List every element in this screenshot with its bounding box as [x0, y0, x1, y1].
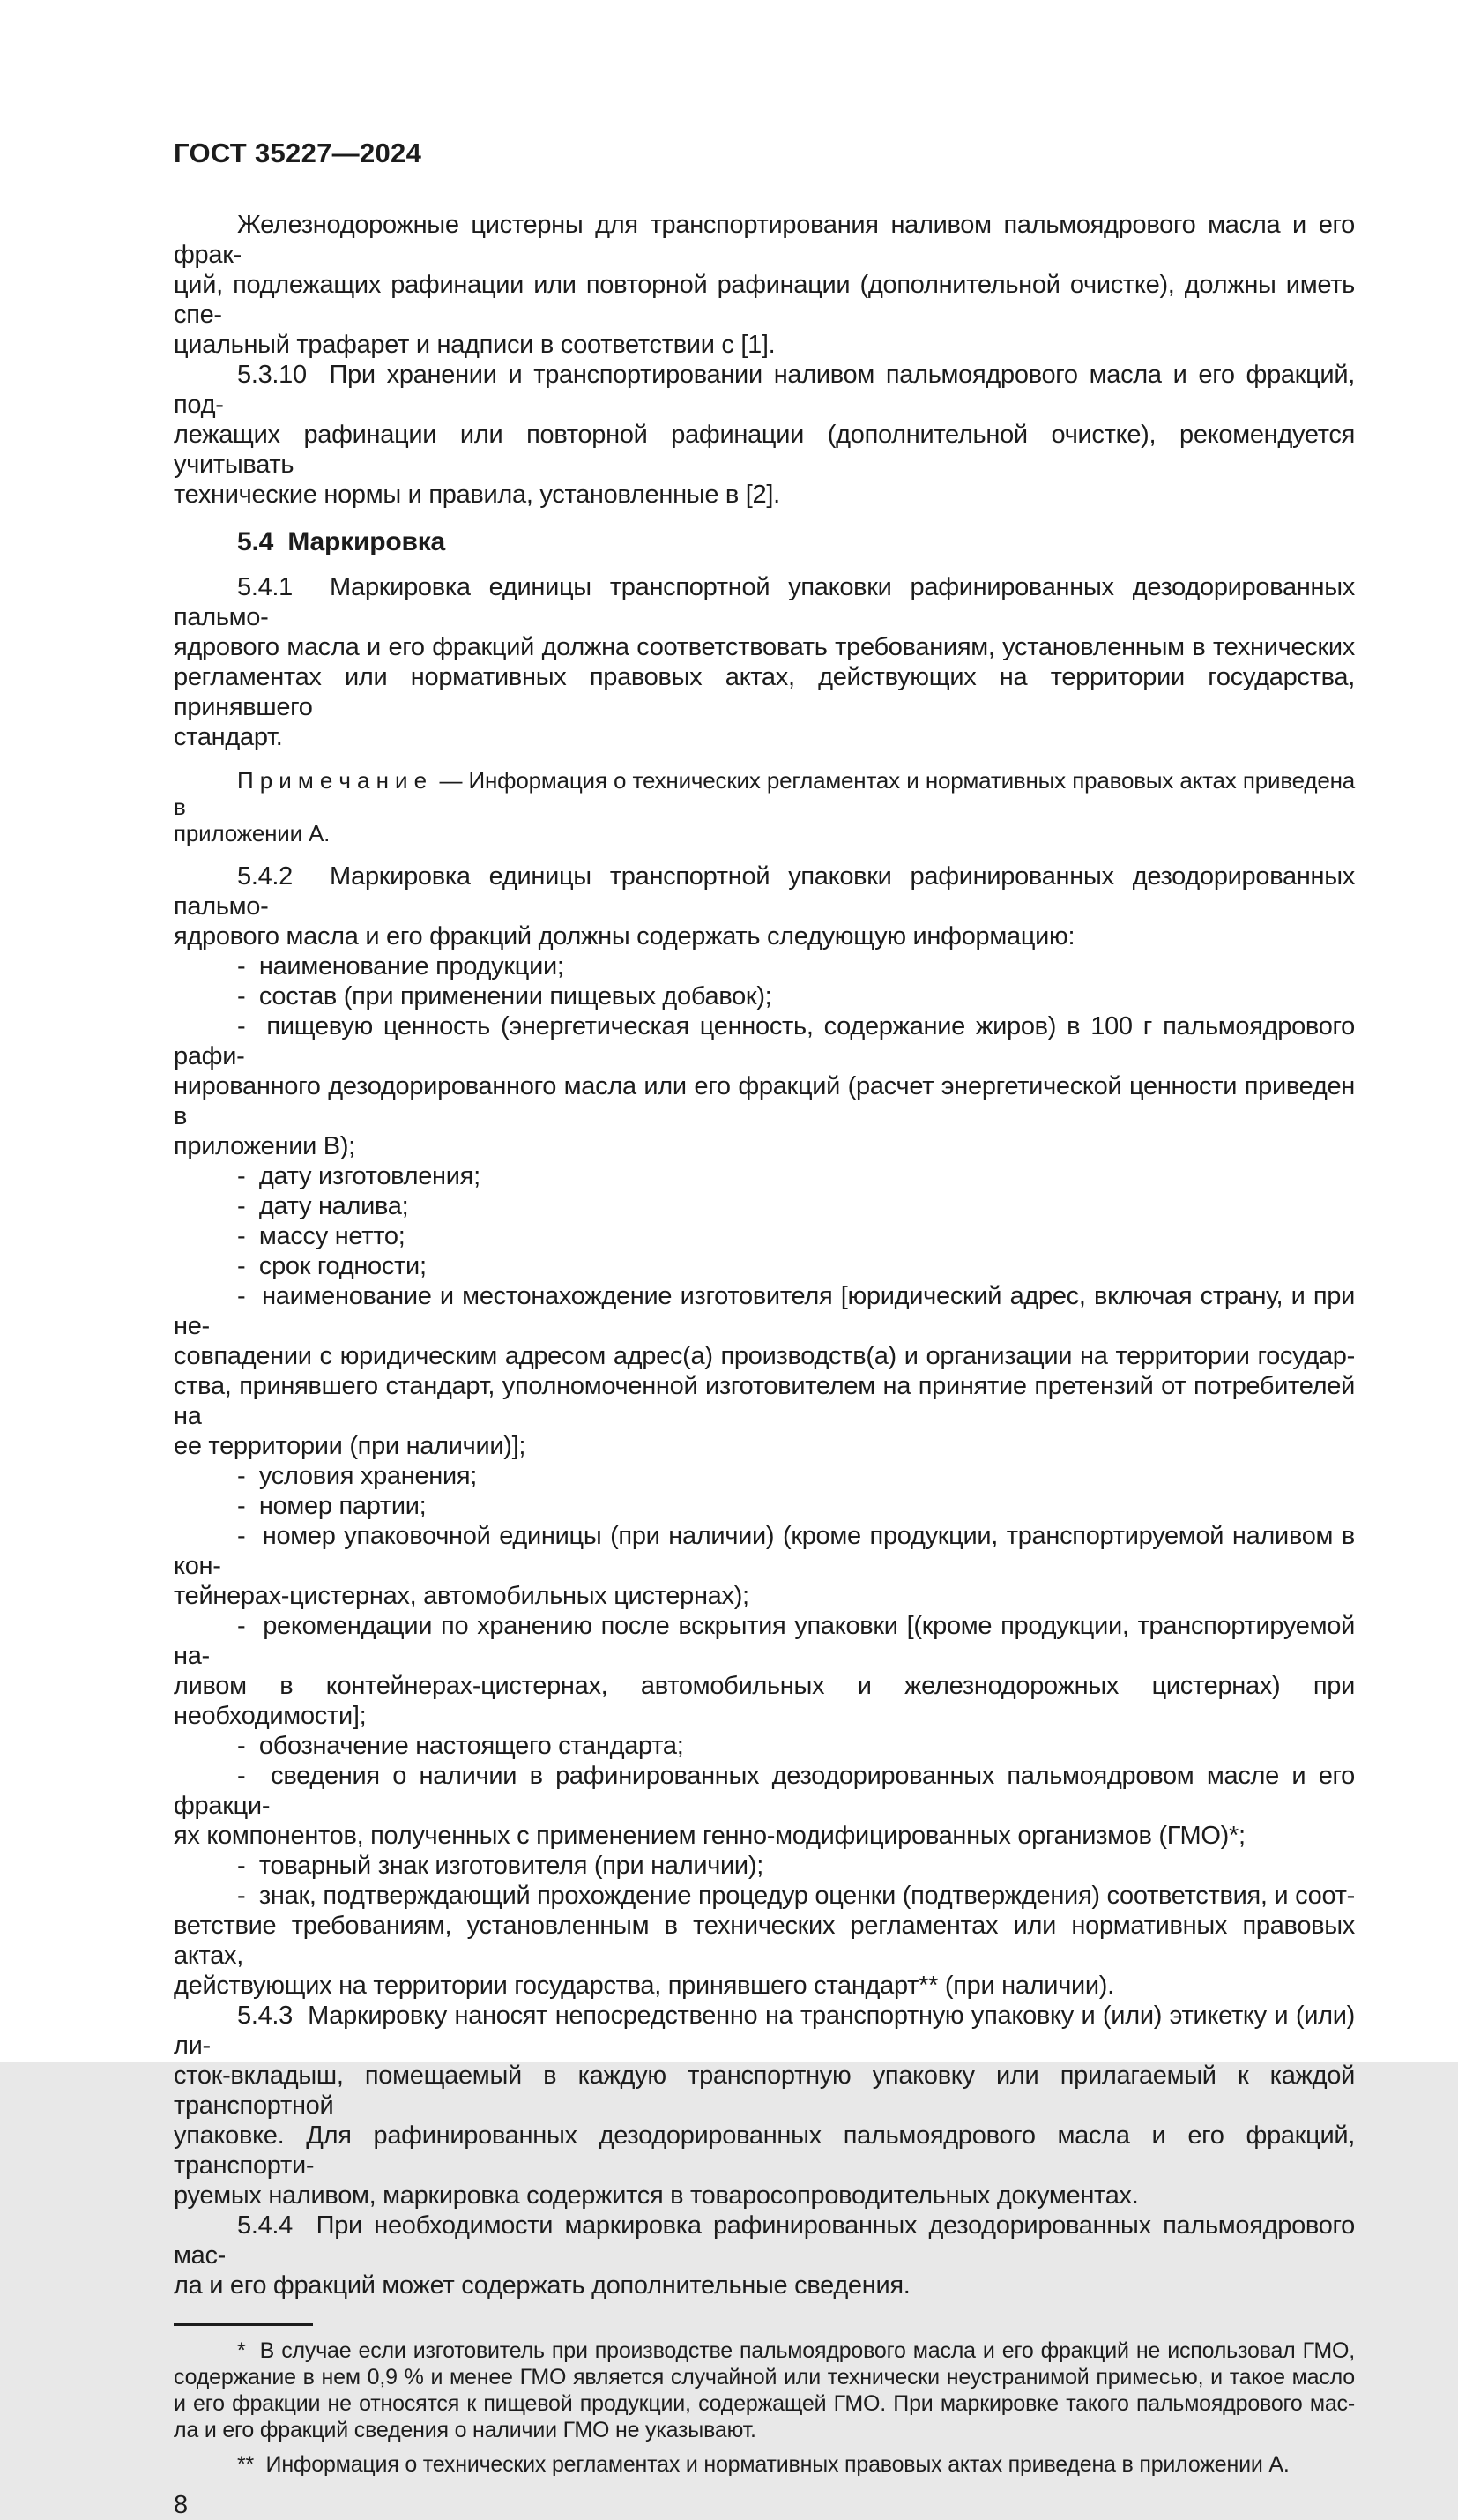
text-line: ядрового масла и его фракций должна соответствовать требованиям, установленным в технических [174, 633, 1355, 661]
text-line: ства, принявшего стандарт, уполномоченной изготовителем на принятие претензий от потребителей на [174, 1372, 1355, 1430]
item-batch-number [174, 1491, 1355, 1521]
text-line: - дату налива; [237, 1192, 409, 1220]
text-line: ветствие требованиям, установленным в технических регламентах или нормативных правовых актах, [174, 1912, 1355, 1970]
document-body [174, 210, 1355, 2478]
item-fill-date [174, 1191, 1355, 1221]
text-line: - срок годности; [237, 1252, 427, 1280]
text-line: - номер партии; [237, 1492, 427, 1520]
text-line: - рекомендации по хранению после вскрытия упаковки [(кроме продукции, транспортируемой на- [174, 1612, 1355, 1670]
text-line: - знак, подтверждающий прохождение процедур оценки (подтверждения) соответствия, и соот- [237, 1882, 1355, 1910]
document-header: ГОСТ 35227—2024 [174, 138, 422, 168]
text-line: ций, подлежащих рафинации или повторной рафинации (дополнительной очистке), должны иметь спе- [174, 271, 1355, 329]
text-line: сток-вкладыш, помещаемый в каждую транспортную упаковку или прилагаемый к каждой транспортной [174, 2061, 1355, 2120]
text-line: и его фракции не относятся к пищевой продукции, содержащей ГМО. При маркировке такого пальмоядрового мас- [174, 2391, 1355, 2416]
note-5-4-1 [174, 767, 1355, 846]
para-5-4-4 [174, 2211, 1355, 2300]
text-line: - дату изготовления; [237, 1162, 480, 1190]
text-line: 5.4.1 Маркировка единицы транспортной упаковки рафинированных дезодорированных пальмо- [174, 573, 1355, 631]
text-line: ла и его фракций может содержать дополнительные сведения. [174, 2271, 911, 2300]
text-line: - товарный знак изготовителя (при наличии); [237, 1852, 763, 1880]
item-storage-recommendations [174, 1611, 1355, 1731]
document-content [174, 137, 1355, 2520]
text-line: - массу нетто; [237, 1222, 405, 1250]
text-line: регламентах или нормативных правовых актах, действующих на территории государства, принявшего [174, 663, 1355, 721]
text-line: - пищевую ценность (энергетическая ценность, содержание жиров) в 100 г пальмоядрового рафи- [174, 1012, 1355, 1070]
text-line: 5.4.3 Маркировку наносят непосредственно на транспортную упаковку и (или) этикетку и (или) ли- [174, 2002, 1355, 2060]
para-5-4-2 [174, 861, 1355, 951]
text-line: - состав (при применении пищевых добавок); [237, 982, 772, 1010]
item-nutrition-value [174, 1011, 1355, 1161]
text-line: совпадении с юридическим адресом адрес(а) производств(а) и организации на территории государ- [174, 1342, 1355, 1370]
text-line: действующих на территории государства, принявшего стандарт** (при наличии). [174, 1972, 1114, 2000]
text-line: ядрового масла и его фракций должны содержать следующую информацию: [174, 922, 1075, 951]
footnote-appendix-a [174, 2451, 1355, 2478]
text-line: технические нормы и правила, установленные в [2]. [174, 481, 780, 509]
text-line: тейнерах-цистернах, автомобильных цистернах); [174, 1582, 749, 1610]
text-line: * В случае если изготовитель при производстве пальмоядрового масла и его фракций не использовал ГМО, [237, 2338, 1355, 2363]
text-line: 5.4.2 Маркировка единицы транспортной упаковки рафинированных дезодорированных пальмо- [174, 862, 1355, 921]
item-product-name [174, 951, 1355, 981]
text-line: циальный трафарет и надписи в соответствии с [1]. [174, 331, 776, 359]
item-trademark [174, 1851, 1355, 1881]
item-shelf-life [174, 1251, 1355, 1281]
text-line: содержание в нем 0,9 % и менее ГМО является случайной или технически неустранимой примесью, и такое масло [174, 2365, 1355, 2390]
para-5-3-10 [174, 360, 1355, 510]
text-line: - условия хранения; [237, 1462, 478, 1490]
text-line: 5.3.10 При хранении и транспортировании наливом пальмоядрового масла и его фракций, под- [174, 361, 1355, 419]
text-line: - номер упаковочной единицы (при наличии) (кроме продукции, транспортируемой наливом в кон- [174, 1522, 1355, 1580]
text-line: - наименование и местонахождение изготовителя [юридический адрес, включая страну, и при не- [174, 1282, 1355, 1340]
para-intro-rail-tanks [174, 210, 1355, 360]
text-line: стандарт. [174, 723, 283, 751]
text-line: П р и м е ч а н и е — Информация о технических регламентах и нормативных правовых актах приведена в [174, 767, 1355, 820]
text-line: ях компонентов, полученных с применением генно-модифицированных организмов (ГМО)*; [174, 1822, 1246, 1850]
text-line: ла и его фракций сведения о наличии ГМО не указывают. [174, 2418, 756, 2442]
text-line: - наименование продукции; [237, 952, 564, 980]
item-manufacture-date [174, 1161, 1355, 1191]
text-line: руемых наливом, маркировка содержится в товаросопроводительных документах. [174, 2181, 1139, 2210]
text-line: приложении А. [174, 820, 331, 846]
para-5-4-3 [174, 2001, 1355, 2211]
item-storage-conditions [174, 1461, 1355, 1491]
text-line: ** Информация о технических регламентах и нормативных правовых актах приведена в приложении А. [237, 2452, 1290, 2477]
text-line: лежащих рафинации или повторной рафинации (дополнительной очистке), рекомендуется учитывать [174, 421, 1355, 479]
text-line: 5.4.4 При необходимости маркировка рафинированных дезодорированных пальмоядрового мас- [174, 2211, 1355, 2270]
footnote-gmo [174, 2337, 1355, 2443]
text-line: нированного дезодорированного масла или его фракций (расчет энергетической ценности приведен в [174, 1072, 1355, 1130]
item-standard-designation [174, 1731, 1355, 1761]
item-conformity-mark [174, 1881, 1355, 2001]
para-5-4-1 [174, 572, 1355, 752]
text-line: упаковке. Для рафинированных дезодорированных пальмоядрового масла и его фракций, транспорти- [174, 2121, 1355, 2180]
text-line: Железнодорожные цистерны для транспортирования наливом пальмоядрового масла и его фрак- [174, 211, 1355, 269]
item-gmo-info [174, 1761, 1355, 1851]
text-line: ливом в контейнерах-цистернах, автомобильных и железнодорожных цистернах) при необходимости]; [174, 1672, 1355, 1730]
section-heading-5-4: 5.4 Маркировка [237, 527, 445, 556]
item-composition [174, 981, 1355, 1011]
text-line: ее территории (при наличии)]; [174, 1432, 526, 1460]
text-line: приложении В); [174, 1132, 355, 1160]
footnote-rule [174, 2323, 313, 2326]
item-package-unit-number [174, 1521, 1355, 1611]
item-manufacturer-address [174, 1281, 1355, 1461]
text-line: - сведения о наличии в рафинированных дезодорированных пальмоядровом масле и его фракци- [174, 1762, 1355, 1820]
text-line: - обозначение настоящего стандарта; [237, 1732, 684, 1760]
item-net-weight [174, 1221, 1355, 1251]
page-number: 8 [174, 2491, 189, 2519]
